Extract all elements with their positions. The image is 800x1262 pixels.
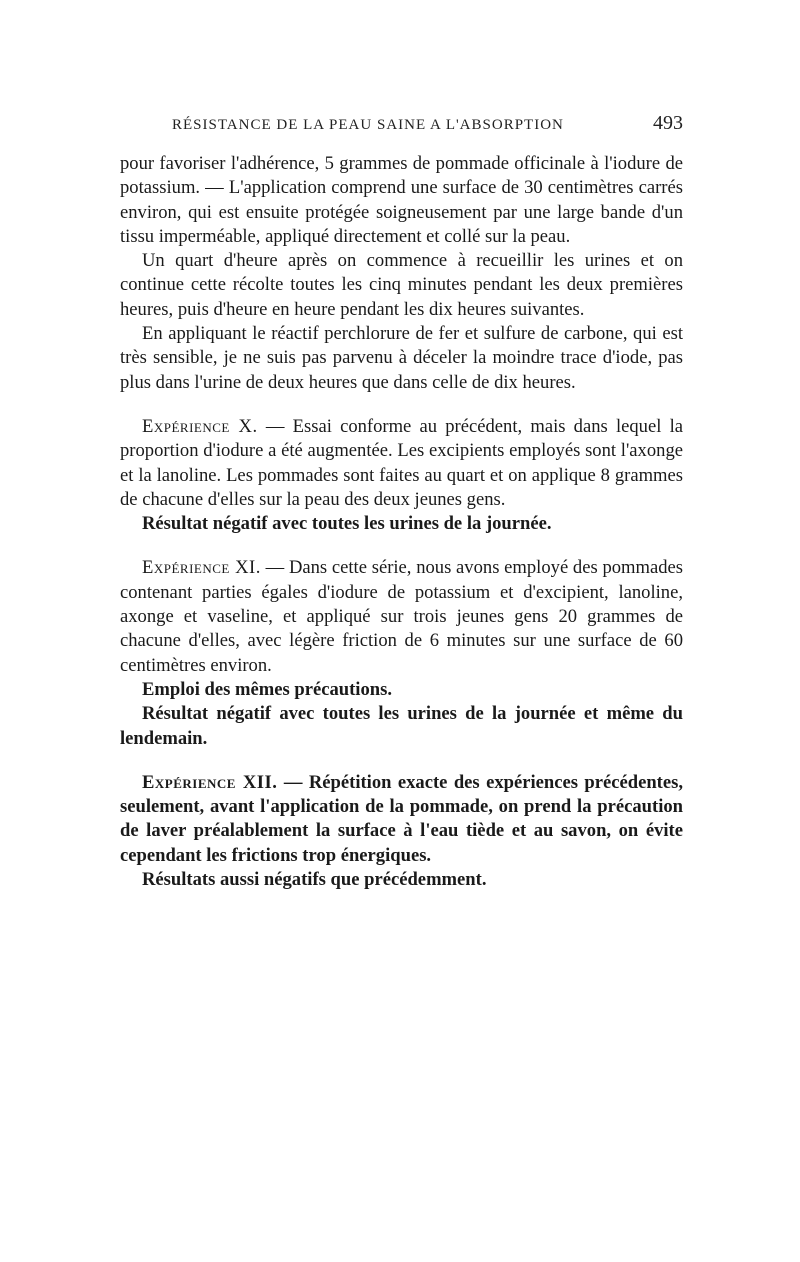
experience-10-text: — Essai conforme au précédent, mais dans lequel la proportion d'iodure a été augmentée. Les excipients employés sont l'axonge et la lanoline. Les pommades sont faites au quart et on applique 8 grammes de chacune d'elles sur la peau des deux jeunes gens. [120, 415, 683, 510]
paragraph-reagent-test: En appliquant le réactif perchlorure de fer et sulfure de carbone, qui est très sensible, je ne suis pas parvenu à déceler la moindre trace d'iode, pas plus dans l'urine de deux heures que dans celle de dix heures. [120, 323, 683, 393]
page-number: 493 [653, 112, 683, 134]
experience-11-note: Emploi des mêmes précautions. [142, 678, 392, 700]
experience-11-label: Expérience XI. [142, 557, 261, 579]
paragraph-experience-10 [120, 415, 683, 512]
paragraph-application: pour favoriser l'adhérence, 5 grammes de pommade officinale à l'iodure de potassium. — L'application comprend une surface de 30 centimètres carrés environ, qui est ensuite protégée soigneusement par une large bande d'un tissu imperméable, appliqué directement et collé sur la peau. [120, 153, 683, 247]
paragraph-experience-11 [120, 556, 683, 677]
paragraph-experience-12 [120, 771, 683, 868]
experience-12-label: Expérience XII. [142, 771, 278, 793]
experience-12-text: — Répétition exacte des expériences précédentes, seulement, avant l'application de la pommade, on prend la précaution de laver préalablement la surface à l'eau tiède et au savon, on évite cependant les frictions trop énergiques. [120, 771, 684, 866]
experience-11-text: — Dans cette série, nous avons employé des pommades contenant parties égales d'iodure de potassium et d'excipient, lanoline, axonge et vaseline, et appliqué sur trois jeunes gens 20 grammes de chacune d'elles, avec légère friction de 6 minutes sur une surface de 60 centimètres environ. [120, 557, 684, 676]
paragraph-urine-collection: Un quart d'heure après on commence à recueillir les urines et on continue cette récolte toutes les cinq minutes pendant les deux premières heures, puis d'heure en heure pendant les dix heures suivantes. [120, 250, 683, 320]
running-title: RÉSISTANCE DE LA PEAU SAINE A L'ABSORPTION [172, 117, 564, 133]
experience-11-result: Résultat négatif avec toutes les urines de la journée et même du lendemain. [120, 703, 683, 749]
book-page [120, 112, 683, 892]
experience-10-result: Résultat négatif avec toutes les urines de la journée. [142, 513, 552, 535]
running-head [120, 112, 683, 148]
experience-10-label: Expérience X. [142, 415, 258, 437]
experience-12-result: Résultats aussi négatifs que précédemment. [142, 869, 487, 891]
